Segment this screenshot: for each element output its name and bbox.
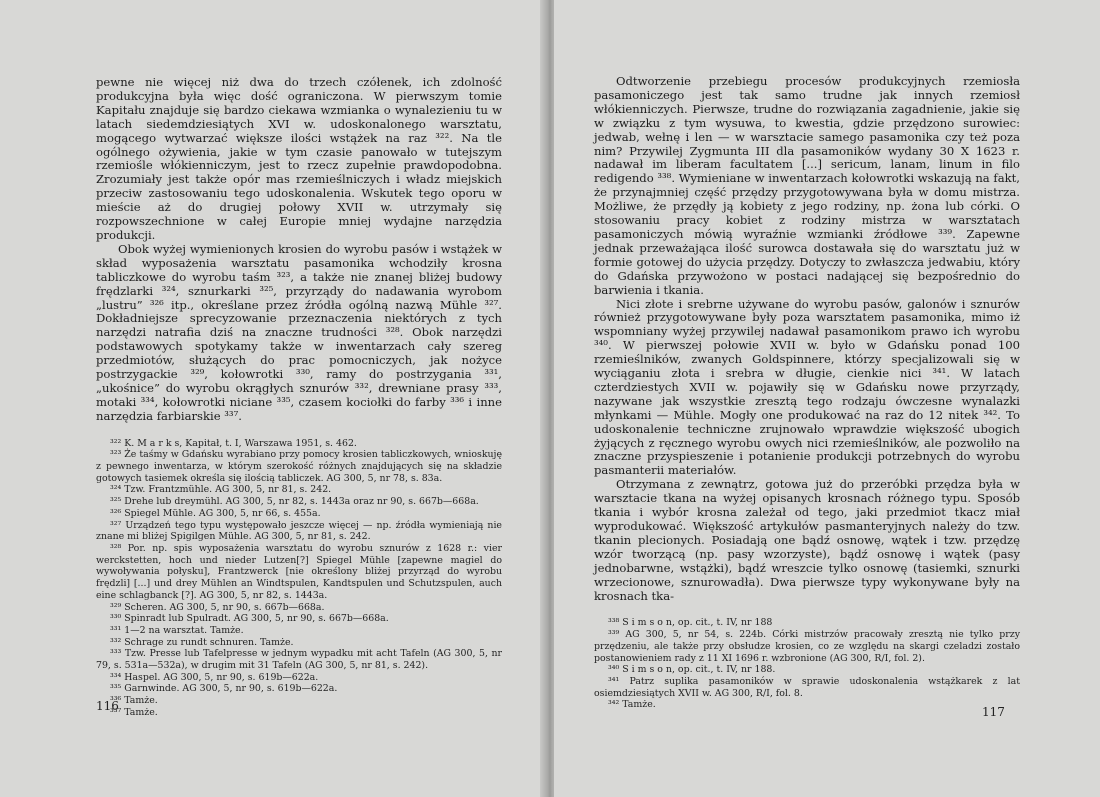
right-footnotes [594, 617, 1020, 711]
footnote-323: ³²³ Że taśmy w Gdańsku wyrabiano przy pomocy krosien tabliczkowych, wnioskuję z pewnego inwentarza, w którym szerokość różnych znajdujących się na składzie gotowych tasiemek określa się ilością tabliczek. AG 300, 5, nr 78, s. 83a. [96, 449, 502, 484]
page-number-right: 117 [982, 705, 1005, 719]
right-paragraph-3: Otrzymana z zewnątrz, gotowa już do przeróbki przędza była w warsztacie tkana na wyżej opisanych krosnach różnego typu. Sposób tkania i wybór krosna zależał od tego, jaki przedmiot tkacz miał wyprodukować. Większość artykułów pasmanteryjnych należy do tzw. tkanin plecionych. Posiadają one bądź osnowę, wątek i tzw. przędzę wzór tworzącą (np. pasy wzorzyste), bądź osnowę i wątek (pasy jednobarwne, wstążki), bądź wreszcie tylko osnowę (tasiemki, sznurki wrzecionowe, sznurowadła). Dwa pierwsze typy wykonywane były na krosnach tka- [594, 477, 1020, 603]
footnote-342: ³⁴² Tamże. [608, 699, 656, 711]
footnote-332: ³³² Schrage zu rundt schnuren. Tamże. [110, 636, 294, 648]
footnote-327: ³²⁷ Urządzeń tego typu występowało jeszcze więcej — np. źródła wymieniają nie znane mi bliżej Spigilgen Mühle. AG 300, 5, nr 81, s. 242. [96, 519, 502, 543]
footnote-330: ³³⁰ Spinradt lub Spulradt. AG 300, 5, nr 90, s. 667b—668a. [110, 613, 389, 625]
footnote-328: ³²⁸ Por. np. spis wyposażenia warsztatu do wyrobu sznurów z 1628 r.: vier werckstetten, hoch und nieder Lutzen[?] Spiegel Mühle [zapewne magiel do wywoływania połysku], Frantzwerck [nie określony bliżej przyrząd do wyrobu frędzli] [...] und drey Mühlen an Windtspulen, Kandtspulen und Schutzspulen, auch eine schlagbanck [?]. AG 300, 5, nr 82, s. 1443a. [96, 542, 502, 601]
footnote-326: ³²⁶ Spiegel Mühle. AG 300, 5, nr 66, s. 455a. [110, 507, 321, 519]
left-paragraph-2: Obok wyżej wymienionych krosien do wyrobu pasów i wstążek w skład wyposażenia warsztatu pasamonika wchodziły krosna tabliczkowe do wyrobu taśm ³²³, a także nie znanej bliżej budowy frędzlarki ³²⁴, sznurkarki ³²⁵, przyrządy do nadawania wyrobom „lustru” ³²⁶ itp., określane przez źródła ogólną nazwą Mühle ³²⁷. Dokładniejsze sprecyzowanie przeznaczenia niektórych z tych narzędzi natrafia dziś na znaczne trudności ³²⁸. Obok narzędzi podstawowych spotykamy także w inwentarzach cały szereg przedmiotów, służących do prac pomocniczych, jak nożyce postrzygackie ³²⁹, kołowrotki ³³⁰, ramy do postrzygania ³³¹, „ukośnice” do wyrobu okrągłych sznurów ³³², drewniane prasy ³³³, motaki ³³⁴, kołowrotki niciane ³³⁵, czasem kociołki do farby ³³⁶ i inne narzędzia farbiarskie ³³⁷. [96, 241, 502, 423]
footnote-340: ³⁴⁰ S i m s o n, op. cit., t. IV, nr 188. [608, 664, 776, 676]
footnote-339: ³³⁹ AG 300, 5, nr 54, s. 224b. Córki mistrzów pracowały zresztą nie tylko przy przędzeniu, ale także przy obsłudze krosien, co ze względu na skargi czeladzi zostało postanowieniem rady z 11 XI 1696 r. wzbronione (AG 300, R/I, fol. 2). [594, 629, 1020, 664]
footnote-337: ³³⁷ Tamże. [110, 706, 158, 718]
footnote-334: ³³⁴ Haspel. AG 300, 5, nr 90, s. 619b—622a. [110, 671, 319, 683]
footnote-331: ³³¹ 1—2 na warsztat. Tamże. [110, 624, 244, 636]
footnote-325: ³²⁵ Drehe lub dreymühl. AG 300, 5, nr 82, s. 1443a oraz nr 90, s. 667b—668a. [110, 496, 479, 508]
right-page-text [594, 75, 1020, 711]
footnote-338: ³³⁸ S i m s o n, op. cit., t. IV, nr 188 [608, 617, 773, 629]
left-footnotes [96, 438, 502, 719]
right-page [554, 0, 1100, 797]
right-paragraph-1: Odtworzenie przebiegu procesów produkcyjnych rzemiosła pasamoniczego jest tak samo trudne jak innych rzemiosł włókienniczych. Pierwsze, trudne do rozwiązania zagadnienie, jakie się w związku z tym wysuwa, to kwestia, gdzie przędzono surowiec: jedwab, wełnę i len — w warsztacie samego pasamonika czy też poza nim? Przywilej Zygmunta III dla pasamoników wydany 30 X 1623 r. nadawał im liberam facultatem [...] sericum, lanam, linum in filo redigendo ³³⁸. Wymieniane w inwentarzach kołowrotki wskazują na fakt, że przynajmniej część przędzy przygotowywana była w domu mistrza. Możliwe, że przędły ją kobiety z jego rodziny, np. żona lub córki. O stosowaniu pracy kobiet z rodziny mistrza w warsztatach pasamoniczych mówią wyraźnie wzmianki źródłowe ³³⁹. Zapewne jednak przeważająca ilość surowca dostawała się do warsztatu już w formie gotowej do użycia przędzy. Dotyczy to zwłaszcza jedwabiu, który do Gdańska przywożono w postaci nadającej się bezpośrednio do barwienia i tkania. [594, 74, 1020, 297]
footnote-324: ³²⁴ Tzw. Frantzmühle. AG 300, 5, nr 81, s. 242. [110, 484, 332, 496]
right-paragraph-2: Nici złote i srebrne używane do wyrobu pasów, galonów i sznurów również przygotowywane były poza warsztatem pasamonika, mimo iż wspomniany wyżej przywilej nadawał pasamonikom prawo ich wyrobu ³⁴⁰. W pierwszej połowie XVII w. było w Gdańsku ponad 100 rzemieślników, zwanych Goldspinnere, którzy specjalizowali się w wyciąganiu złota i srebra w długie, cienkie nici ³⁴¹. W latach czterdziestych XVII w. pojawiły się w Gdańsku nowe przyrządy, nazywane jak wszystkie zresztą tego rodzaju ówczesne wynalazki młynkami — Mühle. Mogły one produkować na raz do 12 nitek ³⁴². To udoskonalenie techniczne zrujnowało wprawdzie większość ubogich żyjących z ręcznego wyrobu owych nici rzemieślników, ale pozwoliło na znaczne przyspieszenie i potanienie produkcji potrzebnych do wyrobu pasmanterii materiałów. [594, 296, 1020, 478]
footnote-336: ³³⁶ Tamże. [110, 695, 158, 707]
footnote-335: ³³⁵ Garnwinde. AG 300, 5, nr 90, s. 619b—622a. [110, 683, 338, 695]
left-page-text [96, 76, 502, 719]
page-number-left: 116 [96, 699, 119, 713]
left-page [0, 0, 546, 797]
footnote-329: ³²⁹ Scheren. AG 300, 5, nr 90, s. 667b—668a. [110, 601, 325, 613]
footnote-341: ³⁴¹ Patrz suplika pasamoników w sprawie udoskonalenia wstążkarek z lat osiemdziesiątych XVII w. AG 300, R/I, fol. 8. [594, 675, 1020, 699]
footnote-333: ³³³ Tzw. Presse lub Tafelpresse w jednym wypadku mit acht Tafeln (AG 300, 5, nr 79, s. 531a—532a), w drugim mit 31 Tafeln (AG 300, 5, nr 81, s. 242). [96, 648, 502, 672]
footnote-322: ³²² K. M a r k s, Kapitał, t. I, Warszawa 1951, s. 462. [110, 437, 357, 449]
left-paragraph-1: pewne nie więcej niż dwa do trzech czółenek, ich zdolność produkcyjna była więc dość ograniczona. W pierwszym tomie Kapitału znajduje się bardzo ciekawa wzmianka o wynalezieniu tu w latach siedemdziesiątych XVI w. udoskonalonego warsztatu, mogącego wytwarzać większe ilości wstążek na raz ³²². Na tle ogólnego ożywienia, jakie w tym czasie panowało w tutejszym rzemiośle włókienniczym, jest to rzecz zupełnie prawdopodobna. Zrozumiały jest także opór mas rzemieślniczych i władz miejskich przeciw zastosowaniu tego udoskonalenia. Wskutek tego oporu w mieście aż do drugiej połowy XVII w. utrzymały się rozpowszechnione w całej Europie mniej wydajne narzędzia produkcji. [96, 75, 502, 242]
